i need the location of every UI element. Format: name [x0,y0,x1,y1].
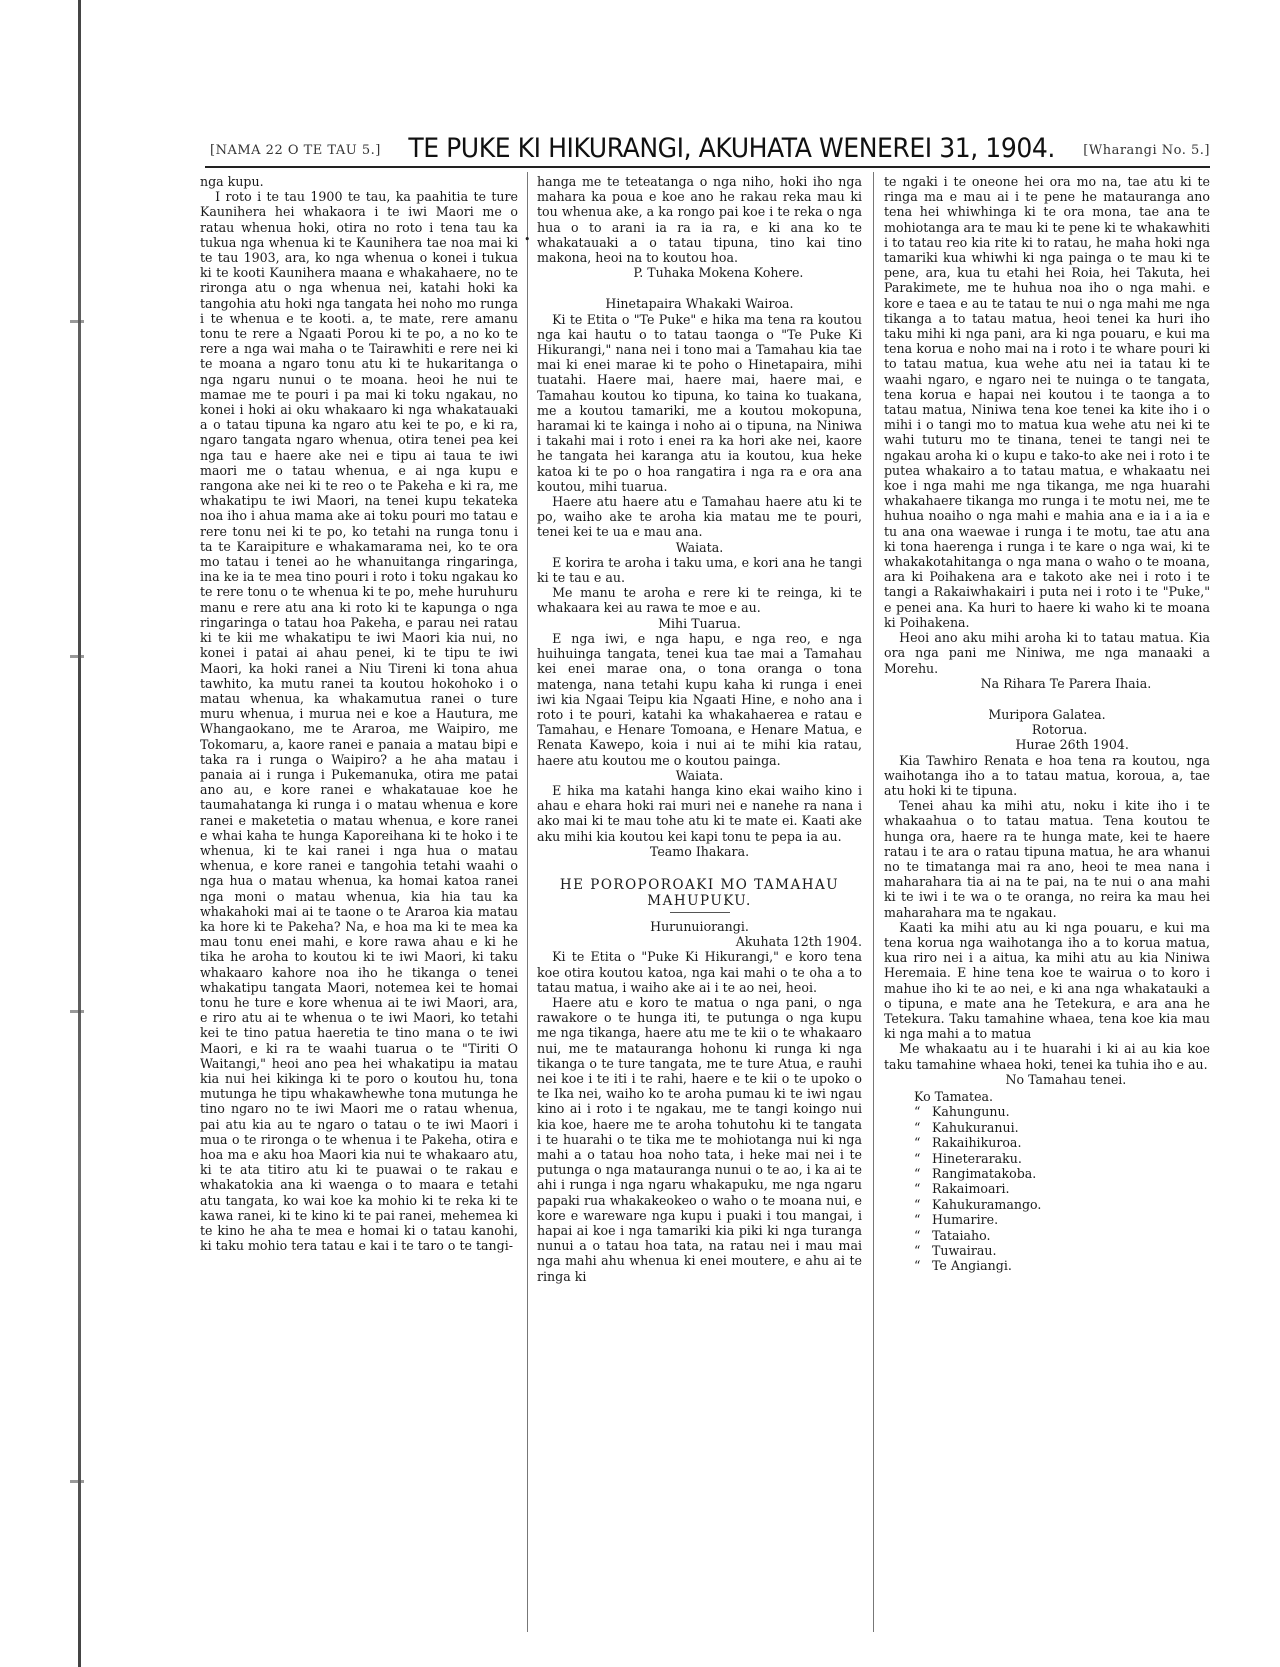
paragraph: Haere atu e koro te matua o nga pani, o nga rawakore o te hunga iti, te putunga o nga kupu me nga tikanga, haere atu me te kii o te whakaaro nui, me te matauranga hohonu ki runga ki nga tikanga o te ture tangata, me te ture Atua, e rauhi nei koe i te iti i te rahi, haere e te kii o te upoko o te Ika nei, waiho ko te aroha pumau ki te iwi ngau kino ai i roto i te ngakau, me te tangi koingo nui kia koe, haere me te aroha tohutohu ki te tangata i te huarahi o te tika me te mohiotanga nui ki nga mahi a o tatau hoa noho tata, i heke mai nei i te putunga o nga matauranga nunui o te ao, i ka ai te ahi i runga i nga ngaru whakapuku, me nga ngaru papaki rua whakakeokeo o waho o te moana nui, e kore e wareware nga kupu i puaki i tou mangai, i hapai ai koe i nga tamariki kia piki ki nga turanga nunui a o tatau hoa tata, na ratau nei i mau mai nga mahi ahu whenua ki enei moutere, e ahu ai te ringa ki [537,994,862,1284]
paragraph: Kia Tawhiro Renata e hoa tena ra koutou, nga waihotanga iho a to tatau matua, koroua, a, tae atu hoki ki te tipuna. [884,752,1210,798]
paragraph: nga kupu. [200,174,264,189]
signature: Na Rihara Te Parera Ihaia. [980,675,1152,691]
issue-number: [NAMA 22 O TE TAU 5.] [210,143,381,158]
masthead [210,128,1210,164]
paragraph: Ki te Etita o "Te Puke" e hika ma tena ra koutou nga kai hautu o to tatau taonga o "Te Puke Ki Hikurangi," nana nei i tono mai a Tamahau kia tae mai ki enei marae ki te poho o Hinetapaira, mihi tuatahi. Haere mai, haere mai, haere mai, e Tamahau koutou ko tipuna, ko taina ko tuakana, me a koutou tamariki, me a koutou mokopuna, haramai ki te kainga i noho ai o tipuna, na Niniwa i takahi mai i roto i enei ra ka hori ake nei, kaore he tangata hei karanga atu ia koutou, kua heke katoa ki te po o hoa rangatira i nga ra e ora ana koutou, mihi tuarua. [537,311,862,494]
column-divider [527,172,528,1632]
newspaper-title: TE PUKE KI HIKURANGI, AKUHATA WENEREI 31, 1904. [408,133,1056,164]
paragraph: E korira te aroha i taku uma, e kori ana he tangi ki te tau e au. [537,554,862,586]
place-line: Rotorua. [1031,722,1088,738]
paragraph: Ki te Etita o "Puke Ki Hikurangi," e koro tena koe otira koutou katoa, nga kai mahi o te oha a to tatau matua, i waiho ake ai i te ao nei, heoi. [537,949,862,995]
list-item: “ Rangimatakoba. [914,1166,1037,1182]
margin-bullet: • [524,233,531,246]
mihi-heading: Mihi Tuarua. [658,615,741,631]
list-item: “ Te Angiangi. [914,1258,1012,1274]
page-number: [Wharangi No. 5.] [1083,143,1210,158]
paragraph: hanga me te teteatanga o nga niho, hoki iho nga mahara ka poua e koe ano he rakau reka mau ki tou whenua ake, a ka rongo pai koe i te reka o nga hua o to arani ia ra ia ra, e ki ana ko te whakatauaki a o tatau tipuna, tino kai tino makona, heoi na to koutou hoa. [537,174,862,266]
scan-speck [70,655,84,658]
letter-heading: Hinetapaira Whakaki Wairoa. [605,296,794,312]
date-line: Akuhata 12th 1904. [735,934,862,950]
signature: Teamo Ihakara. [649,843,750,859]
paragraph: te ngaki i te oneone hei ora mo na, tae atu ki te ringa ma e mau ai i te pene he matauranga ano tena hei whiwhinga ki te ora mona, tae ana te mohiotanga ara te mau ki te pene ki te whakawhiti i to tatau reo kia rite ki to ratau, he maha hoki nga tamariki kua whiwhi ki nga painga o te mau ki te pene, ara, kua tu etahi hei Roia, hei Takuta, hei Parakimete, me te huhua noa iho o nga mahi. e kore e taea e au te tatau te nui o nga mahi me nga tikanga a to tatau matua, heoi tenei ka huri iho taku mihi ki nga pani, ara ki nga pouaru, e kui ma tena korua e noho mai na i roto i te whare pouri ki to tatau matua, kua wehe atu nei ia tatau ki te waahi ngaro, e ngaro nei te nuinga o te tangata, tena korua e hapai nei koutou i te taonga a to tatau matua, Niniwa tena koe tenei ka kite iho i o mihi i o tangi mo to matua kua wehe atu nei ki te wahi tuturu mo te tinana, tenei te tangi nei te ngakau aroha ki o kupu e tako-to ake nei i roto i te putea whakairo a to tatau matua, e whakaatu nei koe i nga mahi me nga tikanga, me nga huarahi whakahaere tikanga mo runga i te motu nei, me te huhua noaiho o nga mahi e mahia ana e ia i a ia e tu ana ona waewae i runga i te motu, tae atu ana ki tona haerenga i runga i te kare o nga wai, ki te whakakotahitanga o nga mana o waho o te moana, ara ki Poihakena ara e takoto ake nei i roto i te tangi a Rakaiwhakairi i puta nei i roto i te "Puke," e penei ana. Ka huri to haere ki waho ki te moana ki Poihakena. [884,174,1210,630]
list-item: “ Kahukuranui. [914,1119,1019,1135]
signature: No Tamahau tenei. [1005,1071,1127,1087]
column-2 [537,174,862,1284]
title-rule [670,912,730,913]
list-item: “ Tataiaho. [914,1227,991,1243]
place-line: Hurunuiorangi. [650,918,749,934]
section-title: HE POROPOROAKI MO TAMAHAU MAHUPUKU. [559,876,840,909]
column-divider [873,172,874,1632]
list-item: “ Hineteraraku. [914,1150,1022,1166]
list-item: “ Kahukuramango. [914,1196,1042,1212]
waiata-heading: Waiata. [675,767,724,783]
paragraph: I roto i te tau 1900 te tau, ka paahitia te ture Kaunihera hei whakaora i te iwi Maori me o ratau whenua hoki, otira no roto i tena tau ka tukua nga whenua ki te Kaunihera tae noa mai ki te tau 1903, ara, ko nga whenua o konei i tukua ki te kooti Kaunihera maana e whakahaere, no te rironga atu o nga whenua nei, katahi hoki ka tangohia atu hoki nga tangata hei noho mo runga i te whenua e te kooti. a, te mate, rere amanu tonu te rere a Ngaati Porou ki te po, a no ko te rere a nga wai maha o te Tairawhiti e rere nei ki te moana a ngaro tonu atu ki te hukaritanga o nga ngaru nunui o te moana. heoi he nui te mamae me te pouri i pa mai ki toku ngakau, no konei i hoki ai oku whakaaro ki nga whakatauaki a o tatau tipuna ka ngaro atu kei te po, e ki ra, ngaro tangata ngaro whenua, otira tenei pea kei nga tau e haere ake nei e tipu ai taua te iwi maori me o tatau whenua, e ai nga kupu e rangona ake nei ki te reo o te Pakeha e ki ra, me whakatipu te iwi Maori, na tenei kupu tekateka noa iho i ahua mama ake ai toku pouri mo tatau e rere tonu nei ki te po, ko tetahi na runga tonu i ta te Karaipiture e whakamarama nei, ko te ora mo tatau i tenei ao he whanuitanga ringaringa, ina ke ia te mea tino pouri i roto i toku ngakau ko te rere tonu o te whenua ki te po, mehe huruhuru manu e rere atu ana ki roto ki te kapunga o nga ringaringa o tatau hoa Pakeha, e parau nei ratau ki te kii me whakatipu te iwi Maori kia nui, no konei i patai ai ahau penei, ki te tipu te iwi Maori, ka hoki ranei a Niu Tireni ki tona ahua tawhito, ka mutu ranei ta koutou hokohoko i o matau whenua, ka whakamutua ranei o ture muru whenua, i murua nei e koe a Hautura, me Whangaokano, me te Araroa, me Waipiro, me Tokomaru, a, kaore ranei e panaia a matau bipi e taka ra i runga o Waipiro? a he aha matau i panaia ai i runga i Pukemanuka, otira me patai ano au, e kore ranei e whakatauae koe he taumahatanga ki runga i o matau whenua e kore ranei e maketetia o matau whenua, e kore ranei e whai kaha te hunga Kaporeihana ki te hoko i te whenua, ki te kai ranei i nga hua o matau whenua, e kore ranei e tangohia tetahi waahi o nga hua o matau whenua, ka homai katoa ranei nga moni o matau whenua, kia hia tau ka whakahoki mai ai te taone o te Araroa kia matau ka hore ki te Pakeha? Na, e hoa ma ki te mea ka mau tonu enei mahi, e kore rawa ahau e ki he tika he aroha to koutou ki te iwi Maori, ki taku whakaaro kahore noa iho he tikanga o tenei whakatipu tangata Maori, notemea kei te homai tonu he ture e kore whenua ai te iwi Maori, ara, e riro atu ai te whenua o te iwi Maori, ko tetahi kei te tino patua haeretia te tino mana o te iwi Maori, e ki ra te waahi tuarua o te "Tiriti O Waitangi," heoi ano pea hei whakatipu ia matau kia nui hei kikinga ki te poro o koutou hu, tona mutunga he tipu whakawhewhe tona mutunga he tino ngaro no te iwi Maori me o ratau whenua, pai atu kia au te ngaro o tatau o te iwi Maori i mua o te rironga o te whenua i te Pakeha, otira e hoa ma e aku hoa Maori kia nui te whakaaro atu, ki te ata titiro atu ki te puawai o te rakau e whakatokia ana ki waenga o to maara e tetahi atu tangata, ko wai koe ka mohio ki te reka ki te kawa ranei, ki te kino ki te pai ranei, mehemea ki te kino he aha te mea e homai ki o tatau kanohi, ki taku mohio tera tatau e kai i te taro o te tangi- [200,189,519,1254]
scan-speck [70,320,84,323]
signature: P. Tuhaka Mokena Kohere. [633,265,804,281]
list-item: “ Humarire. [914,1212,999,1228]
page-edge-line [78,0,81,1667]
list-item: “ Rakaihikuroa. [914,1135,1022,1151]
column-3 [884,174,1210,1274]
date-line: Hurae 26th 1904. [1015,737,1129,753]
waiata-heading: Waiata. [675,539,724,555]
paragraph: Haere atu haere atu e Tamahau haere atu ki te po, waiho ake te aroha kia matau me te pouri, tenei kei te ua e mau ana. [537,494,862,540]
list-item: “ Kahungunu. [914,1104,1010,1120]
place-line: Muripora Galatea. [988,706,1106,722]
column-1 [200,174,518,1253]
paragraph: Tenei ahau ka mihi atu, noku i kite iho i te whakaahua o to tatau matua. Tena koutou te hunga ora, haere ra te hunga mate, kei te haere ratau i te ara o ratau tipuna matua, he ara whanui no te timatanga mai ra ano, heoi te mea nana i maharahara tia ai na te pai, na te nui o ana mahi ki te iwi i te wa o te oranga, no reira ka mau hei maharahara ma te ngakau. [884,798,1210,920]
scan-speck [70,1480,84,1483]
paragraph: Me whakaatu au i te huarahi i ki ai au kia koe taku tamahine whaea hoki, tenei ka tuhia iho e au. [884,1041,1210,1072]
paragraph: E nga iwi, e nga hapu, e nga reo, e nga huihuinga tangata, tenei kua tae mai a Tamahau kei enei marae ona, o tona oranga o tona matenga, nana tetahi kupu kaha ki runga i enei iwi kia Ngaai Teipu kia Ngaati Hine, e noho ana i roto i te pouri, katahi ka whakahaerea e ratau e Tamahau, e Henare Tomoana, e Henare Matua, e Renata Kawepo, koia i nui ai te mihi kia ratau, haere atu koutou me o koutou painga. [537,630,862,768]
genealogy-list [914,1089,1210,1274]
scan-speck [70,1010,84,1013]
list-item: Ko Tamatea. [914,1088,994,1104]
masthead-rule [205,166,1210,168]
paragraph: E hika ma katahi hanga kino ekai waiho kino i ahau e ehara hoki rai muri nei e nanehe ra nana i ako mai ki te mau tohe atu ki te mate ei. Kaati ake aku mihi kia koutou kei kapi tonu te pepa ia au. [537,782,862,844]
list-item: “ Tuwairau. [914,1243,997,1259]
list-item: “ Rakaimoari. [914,1181,1010,1197]
paragraph: Kaati ka mihi atu au ki nga pouaru, e kui ma tena korua nga waihotanga iho a to korua matua, kua riro nei i a aitua, ka mihi atu au kia Niniwa Heremaia. E hine tena koe te wairua o to koro i mahue iho ki te ao nei, e ki ana nga whakatauki a o tipuna, e mate ana he Tetekura, e ara ana he Tetekura. Taku tamahine whaea, tena koe kia mau ki nga mahi a to matua [884,919,1210,1042]
paragraph: Heoi ano aku mihi aroha ki to tatau matua. Kia ora nga pani me Niniwa, me nga manaaki a Morehu. [884,630,1210,676]
paragraph: Me manu te aroha e rere ki te reinga, ki te whakaara kei au rawa te moe e au. [537,585,862,616]
